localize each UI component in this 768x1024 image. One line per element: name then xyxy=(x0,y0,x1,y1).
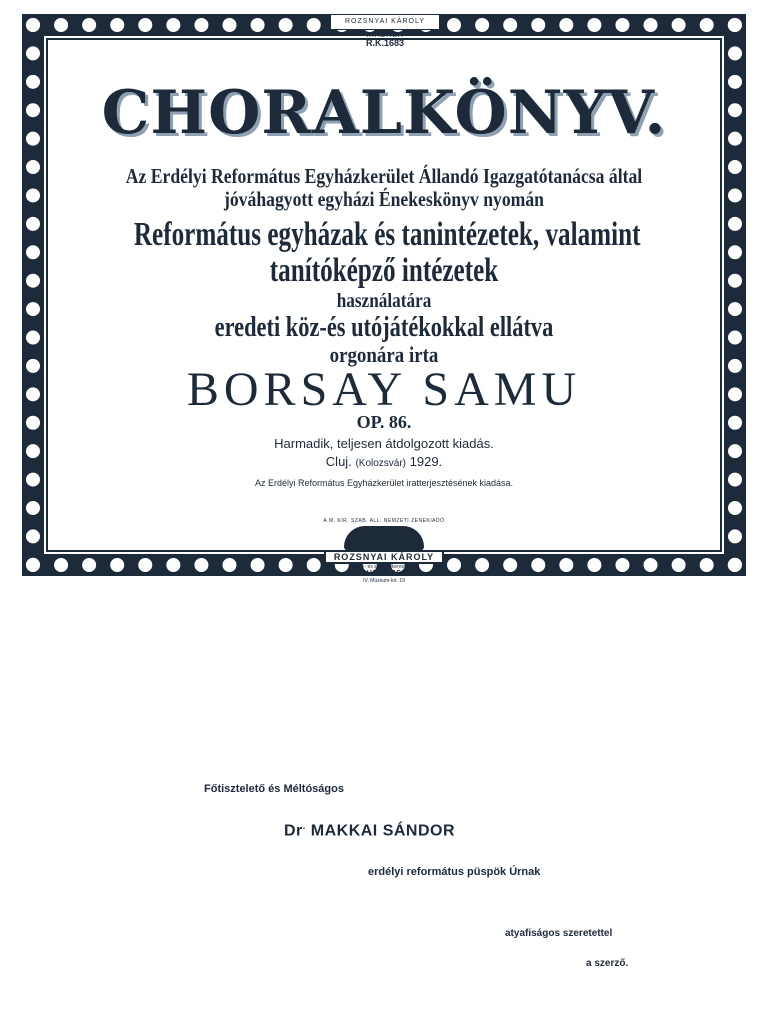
author-name: BORSAY SAMU xyxy=(186,363,582,416)
publisher-emblem xyxy=(304,518,464,598)
dedication-line-1: Főtisztelető és Méltóságos xyxy=(204,783,344,795)
emblem-address: IV, Múzeum-krt. 19 xyxy=(363,578,405,584)
opus-number: OP. 86. xyxy=(356,412,412,432)
usage-text: használatára xyxy=(336,290,432,312)
emblem-city: BUDAPEST xyxy=(360,570,408,577)
dedication-line-3: erdélyi református püspök Úrnak xyxy=(368,866,541,878)
emblem-crest-icon xyxy=(344,526,424,550)
dedication-line-4: atyafiságos szeretettel xyxy=(505,928,613,939)
issuer-text: Az Erdélyi Református Egyházkerület iratterjesztésének kiadása. xyxy=(254,478,514,488)
dedication-name-prefix: Dr xyxy=(284,822,303,840)
place-city: Cluj. xyxy=(325,454,352,469)
publisher-label: ROZSNYAI KÁROLY KIADÁSA xyxy=(330,14,440,30)
arrangement-text: eredeti köz-és utójátékokkal ellátva xyxy=(214,312,554,343)
reference-code: R.K.1683 xyxy=(365,38,405,48)
place-and-year xyxy=(46,454,722,469)
purpose-line-2: tanítóképző intézetek xyxy=(269,252,499,289)
book-title: CHORALKÖNYV. xyxy=(101,78,667,148)
emblem-top-text: A M. KIR. SZAB. ALL. NEMZETI ZENEKIADÓ xyxy=(323,518,445,524)
dedication-name xyxy=(284,821,455,840)
dedication-signature: a szerző. xyxy=(586,958,629,969)
dedication-name-prefix-dot: . xyxy=(302,821,306,831)
subtitle-line-1: Az Erdélyi Református Egyházkerület Állandó Igazgatótanácsa által xyxy=(125,164,643,188)
subtitle-line-2: jóváhagyott egyházi Énekeskönyv nyomán xyxy=(223,187,544,211)
place-alt: (Kolozsvár) xyxy=(355,458,407,469)
organ-text: orgonára irta xyxy=(329,342,439,367)
emblem-subtext: Könyv- és zeneműkereskedés xyxy=(350,564,418,570)
purpose-line-1: Református egyházak és tanintézetek, valamint xyxy=(133,216,641,253)
edition-text: Harmadik, teljesen átdolgozott kiadás. xyxy=(274,436,494,451)
dedication-name-text: MAKKAI SÁNDOR xyxy=(310,822,456,840)
publication-year: 1929. xyxy=(409,454,443,469)
emblem-banner: ROZSNYAI KÁROLY xyxy=(324,550,444,564)
